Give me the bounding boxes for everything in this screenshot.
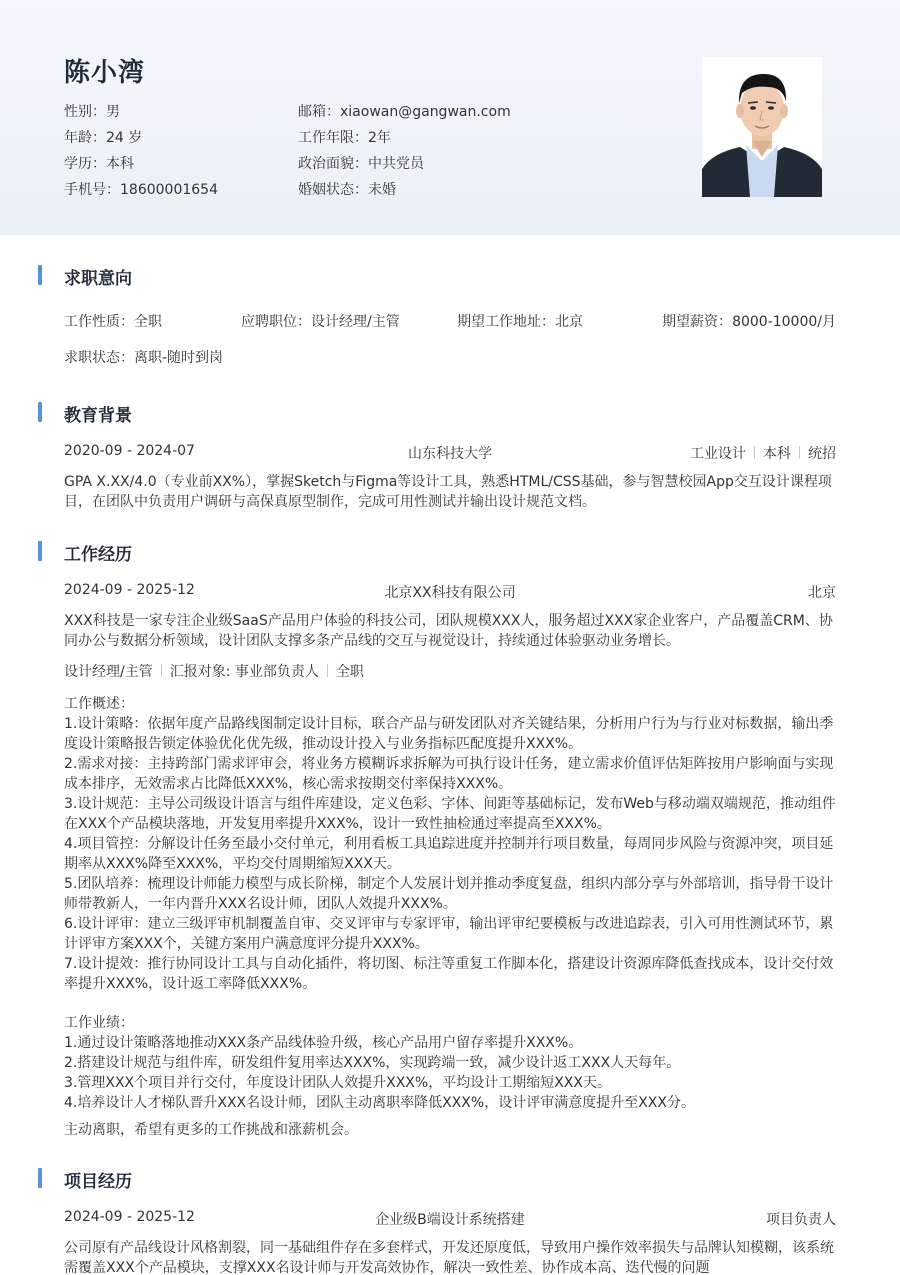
overview-item: 6.设计评审：建立三级评审机制覆盖自审、交叉评审与专家评审，输出评审纪要模板与改进追踪表，引入可用性测试环节，累计评审方案XXX个，关键方案用户满意度评分提升XXX%。	[64, 916, 834, 952]
section-marker-project	[38, 1168, 42, 1188]
intent-position: 应聘职位：设计经理/主管	[241, 314, 400, 330]
work-overview	[64, 694, 836, 994]
project-role: 项目负责人	[766, 1212, 836, 1228]
education-period: 2020-09 - 2024-07	[64, 443, 195, 459]
overview-item: 3.设计规范：主导公司级设计语言与组件库建设，定义色彩、字体、间距等基础标记，发布Web与移动端双端规范，推动组件在XXX个产品模块落地，开发复用率提升XXX%，设计一致性抽检通过率提高至XXX%。	[64, 796, 836, 832]
section-title-project: 项目经历	[64, 1172, 132, 1192]
intent-work-type: 工作性质：全职	[64, 314, 162, 330]
phone-row: 手机号：18600001654	[64, 182, 218, 198]
resume-header	[0, 0, 900, 235]
email-link[interactable]: xiaowan@gangwan.com	[340, 104, 511, 120]
political-status-row: 政治面貌：中共党员	[298, 156, 424, 172]
overview-item: 4.项目管控：分解设计任务至最小交付单元，利用看板工具追踪进度并控制并行项目数量，每周同步风险与资源冲突，项目延期率从XXX%降至XXX%，平均交付周期缩短XXX天。	[64, 836, 834, 872]
achievement-item: 2.搭建设计规范与组件库，研发组件复用率达XXX%，实现跨端一致，减少设计返工XXX人天每年。	[64, 1055, 681, 1071]
marital-status-row: 婚姻状态：未婚	[298, 182, 396, 198]
section-title-education: 教育背景	[64, 406, 132, 426]
section-title-intent: 求职意向	[64, 269, 132, 289]
overview-item: 7.设计提效：推行协同设计工具与自动化插件，将切图、标注等重复工作脚本化，搭建设计资源库降低查找成本，设计交付效率提升XXX%，设计返工率降低XXX%。	[64, 956, 834, 992]
leave-reason: 主动离职，希望有更多的工作挑战和涨薪机会。	[64, 1122, 358, 1138]
intent-status: 求职状态：离职-随时到岗	[64, 350, 224, 366]
overview-item: 2.需求对接：主持跨部门需求评审会，将业务方模糊诉求拆解为可执行设计任务，建立需求价值评估矩阵按用户影响面与实现成本排序，无效需求占比降低XXX%，核心需求按期交付率保持XXX%。	[64, 756, 834, 792]
education-school: 山东科技大学	[408, 446, 492, 462]
achievements-heading: 工作业绩：	[64, 1015, 134, 1031]
section-title-work: 工作经历	[64, 545, 132, 565]
gender-row: 性别：男	[64, 104, 120, 120]
project-description: 公司原有产品线设计风格割裂，同一基础组件存在多套样式，开发还原度低，导致用户操作效率损失与品牌认知模糊，该系统需覆盖XXX个产品模块，支撑XXX名设计师与开发高效协作，解决一致性差、协作成本高、迭代慢的问题	[64, 1240, 834, 1275]
section-marker-work	[38, 541, 42, 561]
age-row: 年龄：24 岁	[64, 130, 143, 146]
candidate-name: 陈小湾	[64, 58, 146, 88]
work-tags: 设计经理/主管 汇报对象: 事业部负责人 全职	[64, 664, 364, 680]
portrait-image	[702, 57, 822, 197]
education-tags: 工业设计 本科 统招	[690, 446, 836, 462]
work-achievements	[64, 1013, 836, 1113]
overview-item: 5.团队培养：梳理设计师能力模型与成长阶梯，制定个人发展计划并推动季度复盘，组织内部分享与外部培训，指导骨干设计师带教新人，一年内晋升XXX名设计师，团队人效提升XXX%。	[64, 876, 834, 912]
project-name: 企业级B端设计系统搭建	[375, 1212, 525, 1228]
intent-location: 期望工作地址：北京	[457, 314, 583, 330]
intent-salary: 期望薪资：8000-10000/月	[662, 314, 836, 330]
education-level-row: 学历：本科	[64, 156, 134, 172]
project-period: 2024-09 - 2025-12	[64, 1209, 195, 1225]
profile-photo	[702, 57, 822, 197]
achievement-item: 3.管理XXX个项目并行交付，年度设计团队人效提升XXX%，平均设计工期缩短XXX天。	[64, 1075, 611, 1091]
email-row: 邮箱：xiaowan@gangwan.com	[298, 104, 511, 120]
work-years-row: 工作年限：2年	[298, 130, 391, 146]
overview-heading: 工作概述：	[64, 696, 134, 712]
section-marker-education	[38, 402, 42, 422]
work-period: 2024-09 - 2025-12	[64, 582, 195, 598]
achievement-item: 4.培养设计人才梯队晋升XXX名设计师，团队主动离职率降低XXX%，设计评审满意度提升至XXX分。	[64, 1095, 695, 1111]
overview-item: 1.设计策略：依据年度产品路线图制定设计目标，联合产品与研发团队对齐关键结果，分析用户行为与行业对标数据，输出季度设计策略报告锁定体验优化优先级，推动设计投入与业务指标匹配度提升XXX%。	[64, 716, 834, 752]
company-intro: XXX科技是一家专注企业级SaaS产品用户体验的科技公司，团队规模XXX人，服务超过XXX家企业客户，产品覆盖CRM、协同办公与数据分析领域，设计团队支撑多条产品线的交互与视觉设计，持续通过体验驱动业务增长。	[64, 613, 833, 649]
work-city: 北京	[808, 585, 836, 601]
work-company: 北京XX科技有限公司	[384, 585, 516, 601]
achievement-item: 1.通过设计策略落地推动XXX条产品线体验升级，核心产品用户留存率提升XXX%。	[64, 1035, 583, 1051]
education-description: GPA X.XX/4.0（专业前XX%），掌握Sketch与Figma等设计工具，熟悉HTML/CSS基础，参与智慧校园App交互设计课程项目，在团队中负责用户调研与高保真原型制作，完成可用性测试并输出设计规范文档。	[64, 474, 832, 510]
section-marker-intent	[38, 265, 42, 285]
